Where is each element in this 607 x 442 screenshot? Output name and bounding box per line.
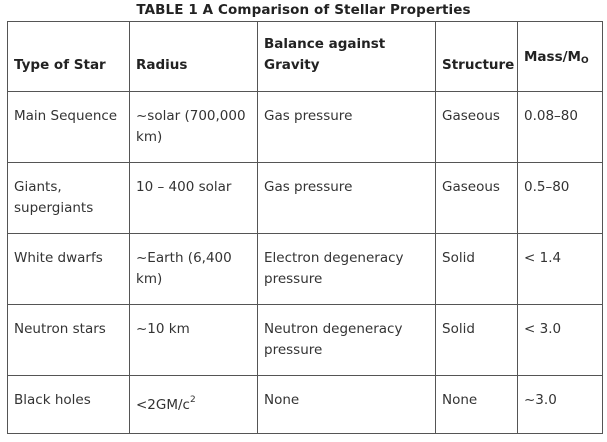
cell-radius: 10 – 400 solar: [130, 163, 258, 234]
table-row: [8, 163, 603, 234]
header-type-of-star: Type of Star: [8, 22, 130, 92]
stellar-properties-table: [7, 21, 603, 434]
cell-structure: None: [436, 376, 518, 434]
cell-type: White dwarfs: [8, 234, 130, 305]
cell-mass: ~3.0: [518, 376, 603, 434]
table-row: [8, 234, 603, 305]
table-caption: TABLE 1 A Comparison of Stellar Properties: [136, 2, 471, 18]
cell-balance: Gas pressure: [258, 163, 436, 234]
cell-type: Giants, supergiants: [8, 163, 130, 234]
cell-radius-exponent: 2: [189, 395, 196, 405]
cell-mass: 0.08–80: [518, 92, 603, 163]
header-radius: Radius: [130, 22, 258, 92]
cell-structure: Solid: [436, 305, 518, 376]
cell-structure: Solid: [436, 234, 518, 305]
cell-type: Neutron stars: [8, 305, 130, 376]
cell-mass: 0.5–80: [518, 163, 603, 234]
cell-balance: Gas pressure: [258, 92, 436, 163]
cell-radius: [130, 376, 258, 434]
cell-mass: < 1.4: [518, 234, 603, 305]
cell-type: Main Sequence: [8, 92, 130, 163]
cell-radius-formula: <2GM/c: [136, 397, 190, 413]
header-mass-label: Mass/M: [524, 49, 581, 65]
table-row: [8, 376, 603, 434]
header-balance-against-gravity: Balance against Gravity: [258, 22, 436, 92]
cell-radius: ~Earth (6,400 km): [130, 234, 258, 305]
cell-balance: Electron degeneracy pressure: [258, 234, 436, 305]
cell-mass: < 3.0: [518, 305, 603, 376]
header-mass-subscript: O: [580, 56, 589, 66]
header-structure: Structure: [436, 22, 518, 92]
table-header-row: [8, 22, 603, 92]
cell-structure: Gaseous: [436, 92, 518, 163]
cell-balance: Neutron degeneracy pressure: [258, 305, 436, 376]
cell-radius: ~solar (700,000 km): [130, 92, 258, 163]
header-mass: [518, 22, 603, 92]
table-row: [8, 305, 603, 376]
cell-balance: None: [258, 376, 436, 434]
cell-radius: ~10 km: [130, 305, 258, 376]
cell-type: Black holes: [8, 376, 130, 434]
table-row: [8, 92, 603, 163]
cell-structure: Gaseous: [436, 163, 518, 234]
